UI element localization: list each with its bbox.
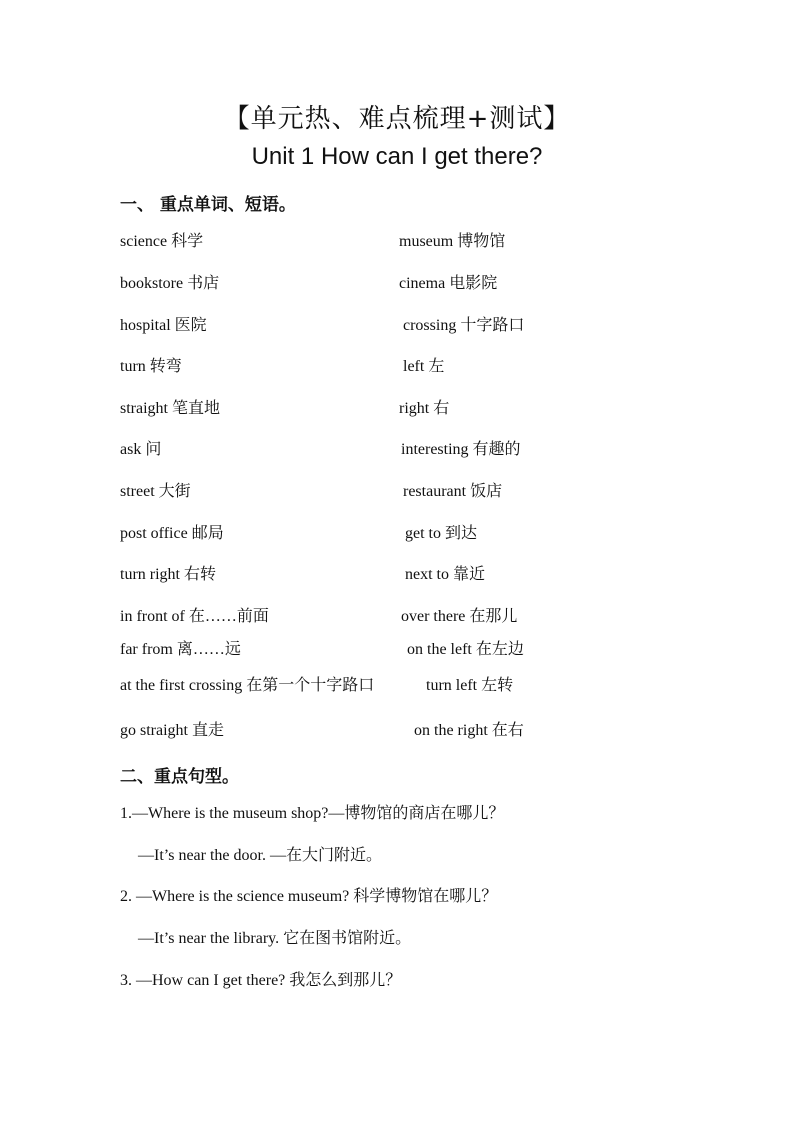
vocab-term: left 左 [403,358,445,375]
page-title: 【单元热、难点梳理+测试】 [223,104,571,134]
sentence-line: 3. —How can I get there? 我怎么到那儿？ [120,972,402,989]
vocab-term: next to 靠近 [405,566,485,583]
section-heading-sentences: 二、重点句型。 [120,767,239,787]
vocab-term: bookstore 书店 [120,275,220,292]
vocab-term: in front of 在……前面 [120,608,269,625]
vocab-term: crossing 十字路口 [403,317,525,334]
vocab-term: restaurant 饭店 [403,483,503,500]
vocab-term: interesting 有趣的 [401,441,521,458]
section-heading-vocabulary: 一、 重点单词、短语。 [120,195,296,215]
vocab-term: street 大街 [120,483,191,500]
vocab-term: turn 转弯 [120,358,182,375]
vocab-term: get to 到达 [405,525,477,542]
vocab-term: science 科学 [120,233,204,250]
sentence-line: 1.—Where is the museum shop?—博物馆的商店在哪儿？ [120,805,505,822]
vocab-term: far from 离……远 [120,641,241,658]
vocab-term: over there 在那儿 [401,608,518,625]
page-subtitle: Unit 1 How can I get there? [251,143,543,170]
vocab-term: at the first crossing 在第一个十字路口 [120,677,375,694]
vocab-term: straight 笔直地 [120,400,220,417]
vocab-term: museum 博物馆 [399,233,506,250]
vocab-term: cinema 电影院 [399,275,498,292]
vocab-term: go straight 直走 [120,722,224,739]
vocab-term: right 右 [399,400,450,417]
vocab-term: hospital 医院 [120,317,207,334]
sentence-line: —It’s near the library. 它在图书馆附近。 [138,930,412,947]
vocab-term: post office 邮局 [120,525,224,542]
sentence-line: 2. —Where is the science museum? 科学博物馆在哪儿？ [120,888,498,905]
vocab-term: turn right 右转 [120,566,216,583]
vocab-term: ask 问 [120,441,162,458]
vocab-term: turn left 左转 [426,677,514,694]
vocab-term: on the left 在左边 [407,641,524,658]
vocab-term: on the right 在右 [414,722,524,739]
sentence-line: —It’s near the door. —在大门附近。 [138,847,382,864]
